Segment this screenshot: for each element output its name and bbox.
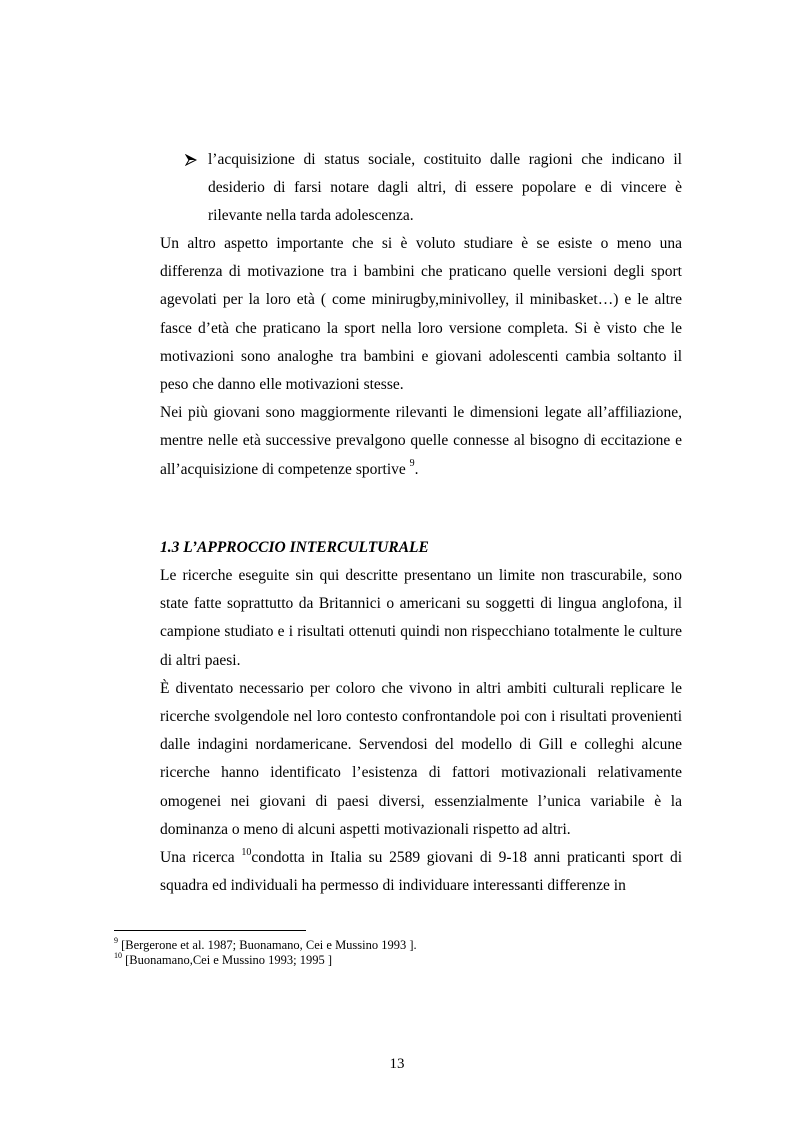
footnote-ref: 10 bbox=[241, 846, 252, 858]
paragraph: Un altro aspetto importante che si è voluto studiare è se esiste o meno una differenza di motivazione tra i bambini che praticano quelle versioni degli sport agevolati per la loro età ( come minirugby,minivolley, il minibasket…) e le altre fasce d’età che praticano la sport nella loro versione completa. Si è visto che le motivazioni sono analoghe tra bambini e giovani adolescenti cambia soltanto il peso che danno elle motivazioni stesse. bbox=[160, 235, 682, 394]
bullet-item bbox=[186, 146, 682, 230]
footnote-number: 9 bbox=[114, 935, 118, 945]
section-body-1 bbox=[160, 230, 682, 484]
footnote-text: [Bergerone et al. 1987; Buonamano, Cei e Mussino 1993 ]. bbox=[118, 938, 417, 952]
paragraph bbox=[160, 399, 682, 484]
footnote-number: 10 bbox=[114, 950, 122, 960]
footnote-separator bbox=[114, 930, 306, 931]
page-number: 13 bbox=[389, 1056, 405, 1072]
footnote-text: [Buonamano,Cei e Mussino 1993; 1995 ] bbox=[122, 953, 333, 967]
paragraph bbox=[160, 844, 682, 900]
paragraph: È diventato necessario per coloro che vivono in altri ambiti culturali replicare le ricerche svolgendole nel loro contesto confrontandole poi con i risultati provenienti dalle indagini nordamericane. Servendosi del modello di Gill e colleghi alcune ricerche hanno identificato l’esistenza di fattori motivazionali relativamente omogenei nei giovani di paesi diversi, essenzialmente l’unica variabile è la dominanza o meno di alcuni aspetti motivazionali rispetto ad altri. bbox=[160, 679, 682, 838]
paragraph-end: . bbox=[414, 460, 419, 478]
paragraph-text: Nei più giovani sono maggiormente rilevanti le dimensioni legate all’affiliazione, mentre nelle età successive prevalgono quelle connesse al bisogno di eccitazione e all’acquisizione di competenze sportive bbox=[160, 404, 682, 478]
footnotes bbox=[114, 935, 674, 968]
paragraph: Le ricerche eseguite sin qui descritte presentano un limite non trascurabile, sono state fatte soprattutto da Britannici o americani su soggetti di lingua anglofona, il campione studiato e i risultati ottenuti quindi non rispecchiano totalmente le culture di altri paesi. bbox=[160, 567, 682, 669]
section-heading: 1.3 L’APPROCCIO INTERCULTURALE bbox=[160, 539, 429, 556]
arrow-bullet-icon bbox=[185, 154, 197, 166]
paragraph-text: condotta in Italia su 2589 giovani di 9-18 anni praticanti sport di squadra ed individuali ha permesso di individuare interessanti differenze in bbox=[160, 849, 682, 895]
footnote bbox=[114, 950, 674, 968]
paragraph-text: Una ricerca bbox=[160, 849, 242, 867]
section-body-2 bbox=[160, 562, 682, 900]
footnote-ref: 9 bbox=[409, 458, 415, 470]
bullet-text: l’acquisizione di status sociale, costituito dalle ragioni che indicano il desiderio di farsi notare dagli altri, di essere popolare e di vincere è rilevante nella tarda adolescenza. bbox=[208, 151, 682, 224]
footnote bbox=[114, 935, 674, 953]
